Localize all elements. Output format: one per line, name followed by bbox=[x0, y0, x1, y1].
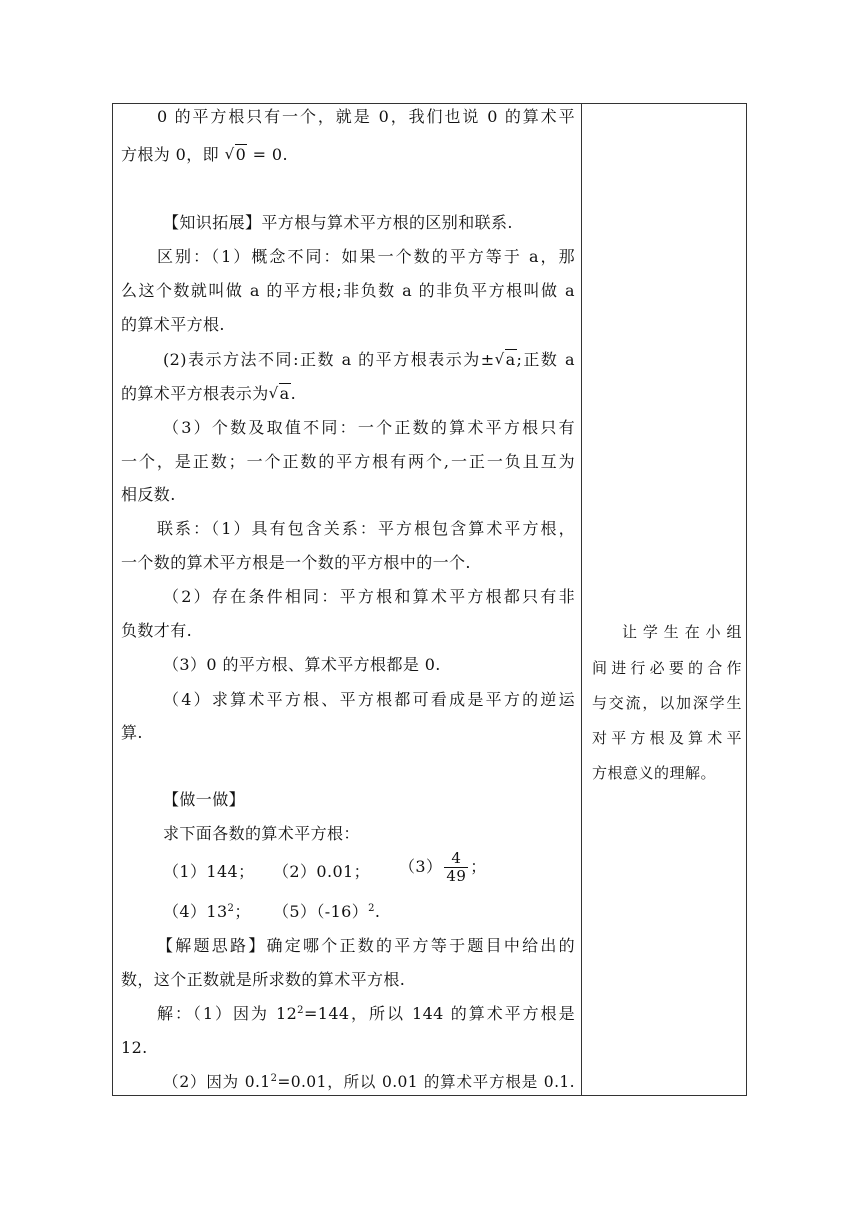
exercise-item-5: $(5)(-16)^2$. bbox=[273, 902, 381, 921]
radical-icon: √ bbox=[494, 350, 505, 368]
sqrt-a: √ a bbox=[494, 350, 516, 369]
knowledge-heading: 【知识拓展】平方根与算术平方根的区别和联系. bbox=[163, 213, 513, 232]
exercise-item-3: （3） $\frac{4}{49}$ ； bbox=[399, 849, 487, 885]
content-column bbox=[113, 104, 581, 1095]
lesson-table bbox=[112, 103, 747, 1096]
teaching-note-line-2: 间进行必要的合作 bbox=[592, 659, 742, 677]
teaching-note-line-3: 与交流，以加深学生 bbox=[592, 694, 742, 712]
solution-2-line: （2）因为 $0.1^2=0.01$，所以 0.01 的算术平方根是 0.1. bbox=[163, 1073, 575, 1091]
zero-root-line-1: 0 的平方根只有一个，就是 0，我们也说 0 的算术平 bbox=[157, 107, 575, 126]
difference-3-line-2: 一个，是正数；一个正数的平方根有两个,一正一负且互为 bbox=[121, 452, 575, 471]
difference-3-line-1: （3）个数及取值不同：一个正数的算术平方根只有 bbox=[163, 418, 575, 437]
exercise-item-4: $(4)13^2$； bbox=[163, 902, 251, 921]
exercise-prompt: 求下面各数的算术平方根： bbox=[163, 824, 360, 843]
radical-icon: √ bbox=[268, 384, 279, 402]
exercise-item-1: （1）144； bbox=[163, 862, 255, 881]
relation-2-line-2: 负数才有. bbox=[121, 621, 193, 640]
relation-1-line-2: 一个数的算术平方根是一个数的平方根中的一个. bbox=[121, 553, 471, 572]
difference-1-line-1: 区别：（1）概念不同：如果一个数的平方等于 a，那 bbox=[157, 247, 575, 266]
teaching-note-line-1: 让学生在小组 bbox=[622, 623, 742, 641]
relation-4-line-1: （4）求算术平方根、平方根都可看成是平方的逆运 bbox=[163, 690, 575, 709]
solution-1-line-1: 解：（1）因为 $12^2=144$，所以 144 的算术平方根是 bbox=[157, 1004, 575, 1023]
solution-1-line-2: 12. bbox=[121, 1038, 148, 1057]
solution-idea-line-1: 【解题思路】确定哪个正数的平方等于题目中给出的 bbox=[157, 936, 575, 955]
relation-1-line-1: 联系：（1）具有包含关系：平方根包含算术平方根， bbox=[157, 519, 575, 538]
difference-1-line-3: 的算术平方根. bbox=[121, 315, 225, 334]
relation-3-line: （3）0 的平方根、算术平方根都是 0. bbox=[163, 655, 441, 674]
relation-2-line-1: （2）存在条件相同：平方根和算术平方根都只有非 bbox=[163, 587, 575, 606]
solution-idea-line-2: 数，这个正数就是所求数的算术平方根. bbox=[121, 970, 406, 989]
zero-root-equals: = 0. bbox=[247, 145, 288, 164]
radical-icon: √ bbox=[224, 145, 235, 163]
difference-3-line-3: 相反数. bbox=[121, 485, 176, 504]
sqrt-a: √ a bbox=[268, 384, 290, 403]
notes-column bbox=[582, 104, 746, 1095]
zero-root-line-2 bbox=[121, 145, 288, 165]
sqrt-zero: √ 0 bbox=[224, 145, 247, 164]
difference-2-line-1: (2)表示方法不同:正数 a 的平方根表示为± √ a;正数 a bbox=[163, 350, 575, 369]
teaching-note-line-4: 对平方根及算术平 bbox=[592, 729, 742, 747]
fraction-4-49: $\frac{4}{49}$ bbox=[446, 849, 467, 885]
exercise-item-2: （2）0.01； bbox=[273, 862, 371, 881]
difference-1-line-2: 么这个数就叫做 a 的平方根;非负数 a 的非负平方根叫做 a bbox=[121, 281, 575, 300]
exercise-heading: 【做一做】 bbox=[163, 790, 246, 809]
zero-root-text: 方根为 0，即 bbox=[121, 145, 225, 164]
relation-4-line-2: 算. bbox=[121, 723, 143, 742]
difference-2-line-2: 的算术平方根表示为 √ a. bbox=[121, 384, 297, 403]
teaching-note-line-5: 方根意义的理解。 bbox=[592, 764, 717, 782]
